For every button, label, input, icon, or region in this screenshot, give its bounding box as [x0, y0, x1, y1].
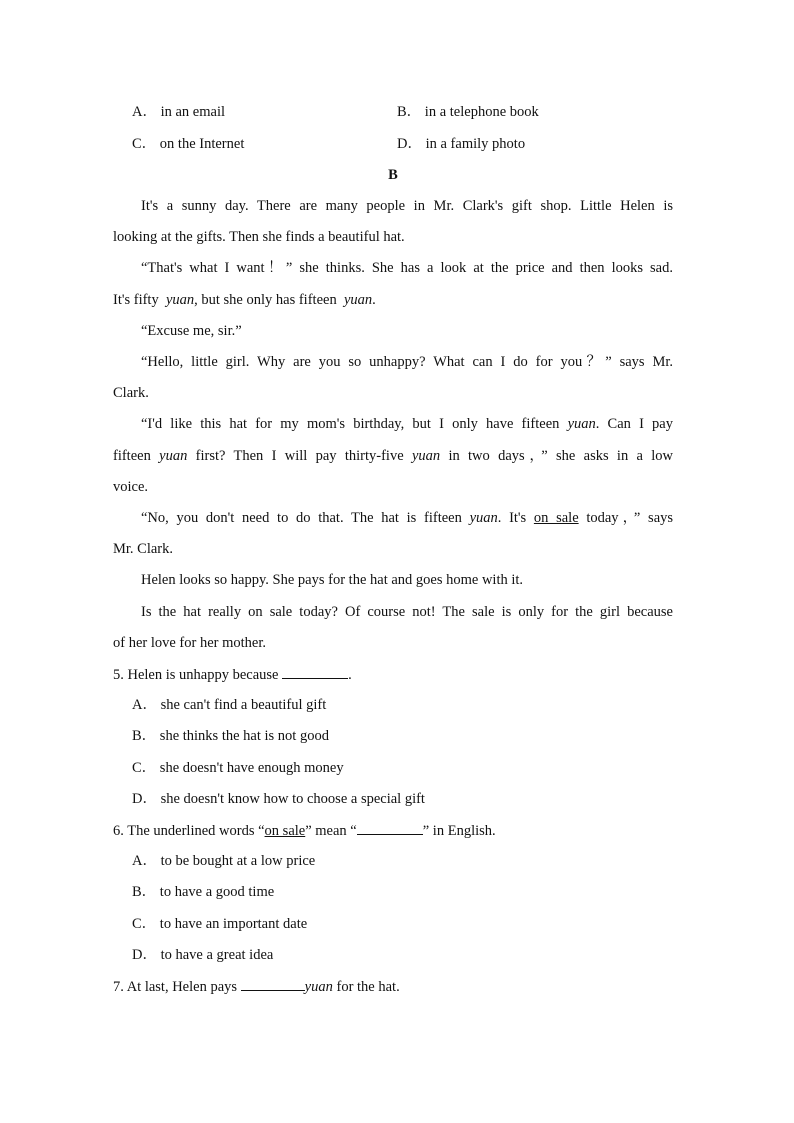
underlined-phrase: on sale: [533, 510, 579, 526]
q6-option-d: D． to have a great idea: [132, 947, 274, 963]
passage-line: of her love for her mother.: [113, 635, 267, 651]
section-heading: B: [388, 167, 398, 183]
passage-line: “No, you don't need to do that. The hat is fifteen yuan. It's on sale today，” says: [141, 510, 674, 526]
passage-line: “Hello, little girl. Why are you so unhappy? What can I do for you？” says Mr.: [141, 354, 673, 370]
passage-line: “I'd like this hat for my mom's birthday, but I only have fifteen yuan. Can I pay: [141, 416, 673, 432]
option-b: B． in a telephone book: [397, 104, 539, 120]
option-c: C． on the Internet: [132, 136, 245, 152]
passage-line: Clark.: [113, 385, 149, 401]
question-6-stem: 6. The underlined words “on sale” mean “ ” in English.: [113, 820, 673, 841]
q6-option-a: A． to be bought at a low price: [132, 853, 316, 869]
passage-line: fifteen yuan first? Then I will pay thirty-five yuan in two days，” she asks in a low: [113, 448, 674, 464]
q6-option-c: C． to have an important date: [132, 916, 308, 932]
passage-line: voice.: [113, 479, 149, 495]
q5-option-d: D． she doesn't know how to choose a special gift: [132, 791, 425, 807]
passage-line: It's a sunny day. There are many people in Mr. Clark's gift shop. Little Helen is: [141, 198, 673, 214]
q5-option-b: B． she thinks the hat is not good: [132, 728, 329, 744]
question-5-stem: 5. Helen is unhappy because .: [113, 664, 673, 685]
passage-line: “Excuse me, sir.”: [141, 323, 242, 339]
q6-option-b: B． to have a good time: [132, 884, 275, 900]
option-d: D． in a family photo: [397, 136, 526, 152]
passage-line: looking at the gifts. Then she finds a beautiful hat.: [113, 229, 405, 245]
passage-line: It's fifty yuan, but she only has fifteen yuan.: [113, 292, 376, 308]
answer-blank: [241, 976, 305, 991]
passage-line: Mr. Clark.: [113, 541, 174, 557]
answer-blank: [357, 820, 423, 835]
answer-blank: [282, 664, 348, 679]
q5-option-c: C． she doesn't have enough money: [132, 760, 344, 776]
passage-line: “That's what I want！” she thinks. She has a look at the price and then looks sad.: [141, 260, 673, 276]
q5-option-a: A． she can't find a beautiful gift: [132, 697, 327, 713]
option-a: A． in an email: [132, 104, 226, 120]
passage-line: Helen looks so happy. She pays for the hat and goes home with it.: [141, 572, 524, 588]
passage-line: Is the hat really on sale today? Of course not! The sale is only for the girl because: [141, 604, 673, 620]
question-7-stem: 7. At last, Helen pays yuan for the hat.: [113, 976, 673, 997]
